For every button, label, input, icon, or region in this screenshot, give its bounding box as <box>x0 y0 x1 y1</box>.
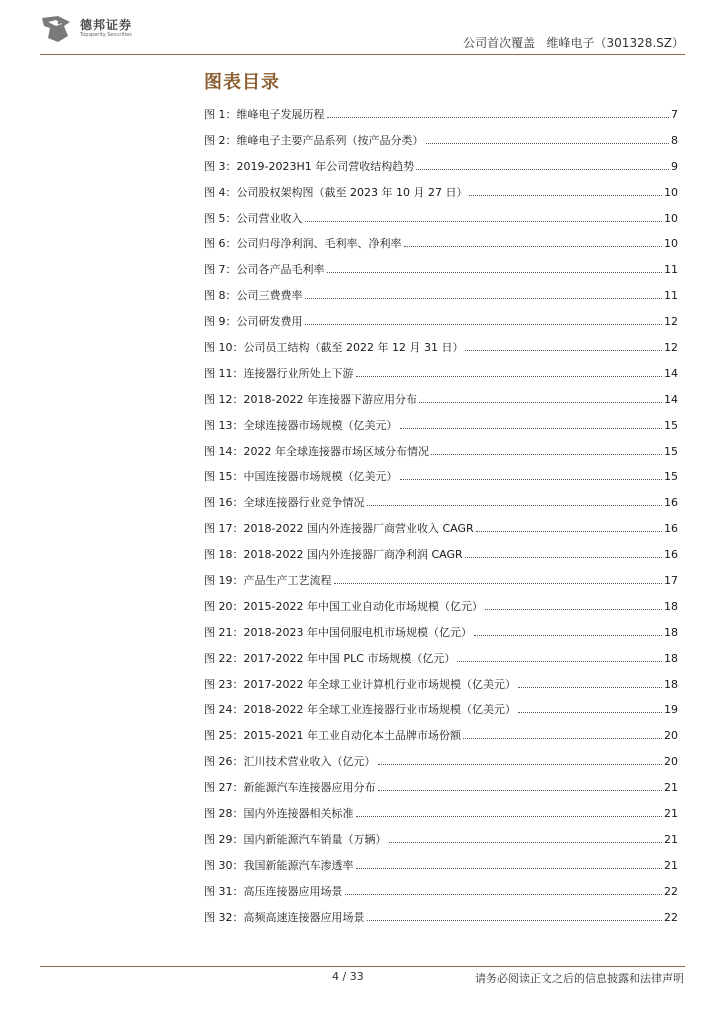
toc-entry-page: 22 <box>664 910 678 924</box>
toc-entry-label: 图 29：国内新能源汽车销量（万辆） <box>204 832 387 846</box>
toc-leader-dots <box>356 816 663 817</box>
toc-leader-dots <box>345 894 663 895</box>
toc-entry[interactable] <box>204 391 678 417</box>
toc-entry-page: 19 <box>664 703 678 717</box>
toc-entry-label: 图 16：全球连接器行业竞争情况 <box>204 496 365 510</box>
toc-entry-page: 16 <box>664 548 678 562</box>
toc-leader-dots <box>426 143 670 144</box>
toc-entry-label: 图 14：2022 年全球连接器市场区域分布情况 <box>204 444 429 458</box>
toc-entry-page: 21 <box>664 832 678 846</box>
toc-entry[interactable] <box>204 624 678 650</box>
toc-entry-page: 15 <box>664 444 678 458</box>
page-title: 图表目录 <box>204 72 280 93</box>
toc-entry[interactable] <box>204 572 678 598</box>
brand-name: 德邦证券 <box>80 18 133 32</box>
toc-entry-page: 18 <box>664 677 678 691</box>
toc-leader-dots <box>400 428 663 429</box>
toc-entry[interactable] <box>204 235 678 261</box>
toc-leader-dots <box>404 246 663 247</box>
toc-leader-dots <box>416 169 669 170</box>
toc-leader-dots <box>327 272 663 273</box>
toc-entry-page: 10 <box>664 211 678 225</box>
toc-entry-page: 17 <box>664 574 678 588</box>
toc-entry-label: 图 11：连接器行业所处上下游 <box>204 366 354 380</box>
toc-entry[interactable] <box>204 779 678 805</box>
toc-entry-label: 图 6：公司归母净利润、毛利率、净利率 <box>204 237 402 251</box>
toc-entry-label: 图 17：2018-2022 国内外连接器厂商营业收入 CAGR <box>204 522 474 536</box>
toc-entry-label: 图 10：公司员工结构（截至 2022 年 12 月 31 日） <box>204 341 464 355</box>
toc-entry[interactable] <box>204 158 678 184</box>
toc-entry-label: 图 20：2015-2022 年中国工业自动化市场规模（亿元） <box>204 599 483 613</box>
toc-entry-page: 21 <box>664 807 678 821</box>
toc-leader-dots <box>457 661 662 662</box>
toc-entry[interactable] <box>204 339 678 365</box>
figure-toc <box>204 106 678 935</box>
toc-entry-page: 16 <box>664 496 678 510</box>
toc-entry-page: 12 <box>664 341 678 355</box>
toc-entry-page: 20 <box>664 755 678 769</box>
toc-entry-page: 8 <box>671 133 678 147</box>
toc-leader-dots <box>518 687 662 688</box>
toc-entry-page: 10 <box>664 185 678 199</box>
toc-leader-dots <box>518 712 662 713</box>
toc-entry-label: 图 30：我国新能源汽车渗透率 <box>204 858 354 872</box>
toc-entry[interactable] <box>204 287 678 313</box>
header-divider <box>40 54 685 55</box>
toc-entry-label: 图 18：2018-2022 国内外连接器厂商净利润 CAGR <box>204 548 463 562</box>
toc-leader-dots <box>465 557 662 558</box>
toc-entry[interactable] <box>204 753 678 779</box>
toc-leader-dots <box>389 842 663 843</box>
brand-logo-icon <box>40 14 72 44</box>
toc-leader-dots <box>400 479 663 480</box>
toc-leader-dots <box>305 221 663 222</box>
toc-entry-page: 18 <box>664 651 678 665</box>
toc-entry-page: 15 <box>664 470 678 484</box>
toc-entry-page: 15 <box>664 418 678 432</box>
toc-entry[interactable] <box>204 520 678 546</box>
toc-leader-dots <box>356 376 663 377</box>
toc-entry-label: 图 28：国内外连接器相关标准 <box>204 807 354 821</box>
toc-entry[interactable] <box>204 184 678 210</box>
toc-leader-dots <box>419 402 662 403</box>
toc-leader-dots <box>367 920 663 921</box>
toc-leader-dots <box>469 195 662 196</box>
toc-entry-page: 11 <box>664 263 678 277</box>
toc-entry-label: 图 24：2018-2022 年全球工业连接器行业市场规模（亿美元） <box>204 703 516 717</box>
toc-entry[interactable] <box>204 494 678 520</box>
toc-leader-dots <box>465 350 662 351</box>
toc-leader-dots <box>431 454 662 455</box>
toc-entry-label: 图 9：公司研发费用 <box>204 315 303 329</box>
toc-entry[interactable] <box>204 365 678 391</box>
toc-entry-label: 图 7：公司各产品毛利率 <box>204 263 325 277</box>
toc-entry[interactable] <box>204 546 678 572</box>
toc-leader-dots <box>356 868 663 869</box>
toc-leader-dots <box>463 738 662 739</box>
toc-leader-dots <box>476 531 662 532</box>
toc-entry[interactable] <box>204 676 678 702</box>
toc-entry-label: 图 31：高压连接器应用场景 <box>204 884 343 898</box>
toc-entry-label: 图 4：公司股权架构图（截至 2023 年 10 月 27 日） <box>204 185 468 199</box>
toc-entry-page: 21 <box>664 858 678 872</box>
toc-entry-page: 14 <box>664 366 678 380</box>
toc-entry-page: 14 <box>664 392 678 406</box>
toc-entry[interactable] <box>204 417 678 443</box>
toc-entry[interactable] <box>204 805 678 831</box>
toc-entry[interactable] <box>204 831 678 857</box>
report-info: 公司首次覆盖 维峰电子（301328.SZ） <box>463 36 684 50</box>
toc-entry-label: 图 27：新能源汽车连接器应用分布 <box>204 781 376 795</box>
toc-leader-dots <box>474 635 662 636</box>
page-number: 4 / 33 <box>332 970 364 983</box>
toc-entry-label: 图 26：汇川技术营业收入（亿元） <box>204 755 376 769</box>
toc-entry-label: 图 12：2018-2022 年连接器下游应用分布 <box>204 392 417 406</box>
toc-entry-page: 20 <box>664 729 678 743</box>
toc-entry-label: 图 23：2017-2022 年全球工业计算机行业市场规模（亿美元） <box>204 677 516 691</box>
toc-entry[interactable] <box>204 132 678 158</box>
toc-leader-dots <box>378 764 663 765</box>
toc-entry-label: 图 5：公司营业收入 <box>204 211 303 225</box>
toc-entry-label: 图 13：全球连接器市场规模（亿美元） <box>204 418 398 432</box>
toc-entry[interactable] <box>204 701 678 727</box>
toc-entry[interactable] <box>204 727 678 753</box>
toc-entry-label: 图 22：2017-2022 年中国 PLC 市场规模（亿元） <box>204 651 456 665</box>
toc-entry-label: 图 1：维峰电子发展历程 <box>204 108 325 121</box>
toc-entry-page: 16 <box>664 522 678 536</box>
toc-leader-dots <box>485 609 662 610</box>
toc-entry[interactable] <box>204 443 678 469</box>
toc-entry-label: 图 3：2019-2023H1 年公司营收结构趋势 <box>204 159 415 173</box>
toc-entry[interactable] <box>204 468 678 494</box>
toc-entry[interactable] <box>204 650 678 676</box>
toc-entry[interactable] <box>204 598 678 624</box>
toc-entry-label: 图 21：2018-2023 年中国伺服电机市场规模（亿元） <box>204 625 472 639</box>
toc-leader-dots <box>378 790 663 791</box>
toc-entry[interactable] <box>204 883 678 909</box>
toc-entry-label: 图 25：2015-2021 年工业自动化本土品牌市场份额 <box>204 729 461 743</box>
toc-entry[interactable] <box>204 261 678 287</box>
toc-entry-page: 7 <box>671 108 678 121</box>
brand-name-en: Topsperity Securities <box>80 32 132 38</box>
toc-entry-page: 18 <box>664 599 678 613</box>
toc-entry-page: 18 <box>664 625 678 639</box>
page-header <box>0 0 724 60</box>
toc-entry-page: 12 <box>664 315 678 329</box>
toc-entry-page: 9 <box>671 159 678 173</box>
toc-entry[interactable] <box>204 909 678 935</box>
legal-disclaimer: 请务必阅读正文之后的信息披露和法律声明 <box>475 972 684 985</box>
toc-entry-page: 10 <box>664 237 678 251</box>
toc-entry-label: 图 8：公司三费费率 <box>204 289 303 303</box>
toc-entry-label: 图 19：产品生产工艺流程 <box>204 574 332 588</box>
toc-leader-dots <box>327 117 670 118</box>
toc-leader-dots <box>367 505 663 506</box>
toc-entry[interactable] <box>204 210 678 236</box>
toc-entry-label: 图 2：维峰电子主要产品系列（按产品分类） <box>204 133 424 147</box>
toc-leader-dots <box>305 324 663 325</box>
toc-entry-page: 11 <box>664 289 678 303</box>
toc-entry[interactable] <box>204 313 678 339</box>
footer-divider <box>40 966 685 967</box>
toc-entry[interactable] <box>204 857 678 883</box>
toc-entry-page: 22 <box>664 884 678 898</box>
toc-entry-label: 图 32：高频高速连接器应用场景 <box>204 910 365 924</box>
toc-entry-page: 21 <box>664 781 678 795</box>
toc-entry-label: 图 15：中国连接器市场规模（亿美元） <box>204 470 398 484</box>
toc-leader-dots <box>305 298 663 299</box>
toc-entry[interactable] <box>204 106 678 132</box>
toc-leader-dots <box>334 583 663 584</box>
